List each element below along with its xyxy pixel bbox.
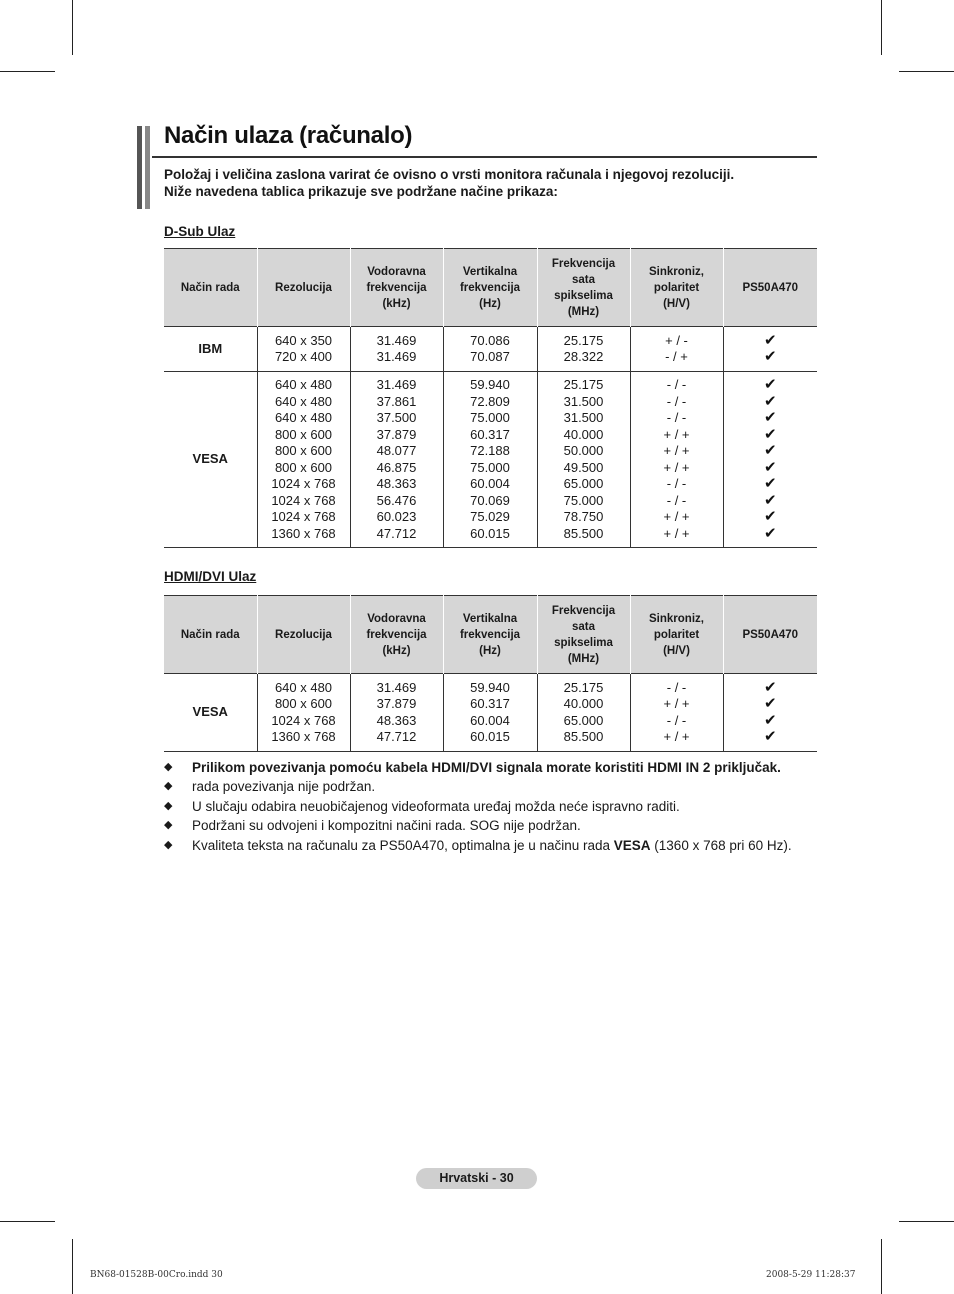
header-line: frekvencija xyxy=(459,281,521,294)
v-freq-value: 60.015 xyxy=(470,729,510,744)
check-icon: ✔ xyxy=(763,331,777,349)
resolution-value: 640 x 480 xyxy=(274,679,333,695)
notes-list xyxy=(164,758,824,855)
h-freq-value: 31.469 xyxy=(376,377,417,392)
crop-mark xyxy=(72,1239,73,1294)
check-icon: ✔ xyxy=(763,524,777,542)
h-freq-value: 46.875 xyxy=(376,459,417,475)
check-icon: ✔ xyxy=(763,678,777,696)
h-freq-value: 37.500 xyxy=(376,410,417,425)
dsub-mode-table xyxy=(164,248,817,548)
polarity-value: + / + xyxy=(663,459,690,475)
note-item xyxy=(164,758,824,777)
note-item xyxy=(164,797,824,816)
h-freq-value: 31.469 xyxy=(376,349,417,364)
resolution-value: 640 x 480 xyxy=(274,377,333,392)
polarity-value: - / - xyxy=(666,712,687,728)
h-freq-value: 48.077 xyxy=(376,443,417,458)
polarity-cell xyxy=(630,674,723,752)
polarity-value: - / - xyxy=(666,377,687,392)
polarity-cell xyxy=(630,372,723,548)
header-h-freq xyxy=(350,249,443,327)
diamond-bullet-icon: ◆ xyxy=(164,838,173,851)
header-line: Frekvencija xyxy=(551,257,616,270)
v-freq-value: 75.000 xyxy=(470,410,510,425)
pixel-clock-value: 25.175 xyxy=(563,332,604,348)
note-emphasis: VESA xyxy=(613,837,651,853)
h-freq-value: 37.879 xyxy=(376,426,417,442)
table-header-row xyxy=(164,249,817,327)
intro-line: Položaj i veličina zaslona varirat će ovisno o vrsti monitora računala i njegovoj rezoluciji. xyxy=(164,167,735,182)
slug-file: BN68-01528B-00Cro.indd 30 xyxy=(90,1270,223,1280)
check-icon: ✔ xyxy=(763,458,777,476)
title-decoration xyxy=(137,126,153,209)
polarity-value: + / + xyxy=(663,426,690,442)
table-row xyxy=(164,372,817,548)
h-freq-value: 60.023 xyxy=(376,509,417,524)
polarity-value: - / - xyxy=(666,492,687,508)
resolution-value: 640 x 480 xyxy=(274,393,333,409)
intro-line: Niže navedena tablica prikazuje sve podržane načine prikaza: xyxy=(164,184,558,199)
header-line: Sinkroniz, xyxy=(649,612,704,625)
header-line: Vodoravna xyxy=(367,265,426,278)
v-freq-value: 75.029 xyxy=(470,509,510,524)
polarity-value: + / + xyxy=(663,696,690,711)
polarity-value: + / + xyxy=(663,509,690,524)
check-icon: ✔ xyxy=(763,475,777,492)
pixel-clock-value: 28.322 xyxy=(563,349,604,364)
h-freq-cell xyxy=(350,372,443,548)
mode-cell: IBM xyxy=(198,340,223,356)
pixel-clock-value: 49.500 xyxy=(563,459,604,475)
resolution-value: 800 x 600 xyxy=(274,443,333,458)
v-freq-value: 75.000 xyxy=(470,459,510,475)
diamond-bullet-icon: ◆ xyxy=(164,799,173,812)
check-icon: ✔ xyxy=(763,442,777,459)
resolution-value: 1024 x 768 xyxy=(271,509,336,524)
header-polarity xyxy=(630,249,723,327)
h-freq-cell xyxy=(350,327,443,372)
v-freq-cell xyxy=(443,674,537,752)
note-emphasis: Prilikom povezivanja pomoću kabela HDMI/DVI signala morate koristiti HDMI IN 2 priključak. xyxy=(192,760,781,775)
h-freq-value: 47.712 xyxy=(376,729,417,744)
header-line: frekvencija xyxy=(459,628,521,641)
polarity-value: + / + xyxy=(663,525,690,541)
polarity-value: - / + xyxy=(665,349,688,364)
pixel-clock-cell xyxy=(537,372,630,548)
header-line: Vertikalna xyxy=(462,612,518,625)
h-freq-value: 48.363 xyxy=(376,712,417,728)
header-line: (MHz) xyxy=(567,652,600,665)
pixel-clock-value: 65.000 xyxy=(563,476,604,491)
title-rule xyxy=(152,156,817,158)
resolution-value: 1024 x 768 xyxy=(271,492,336,508)
polarity-value: - / - xyxy=(666,679,687,695)
header-line: Sinkroniz, xyxy=(649,265,704,278)
h-freq-value: 37.879 xyxy=(376,696,417,711)
diamond-bullet-icon: ◆ xyxy=(164,819,173,832)
header-line: frekvencija xyxy=(366,281,427,294)
resolution-cell xyxy=(257,372,350,548)
v-freq-value: 72.188 xyxy=(470,443,510,458)
crop-mark xyxy=(899,71,954,72)
header-line: sata xyxy=(571,273,596,286)
header-line: (kHz) xyxy=(382,644,411,657)
v-freq-cell xyxy=(443,327,537,372)
mode-cell: VESA xyxy=(192,704,228,720)
header-line: Način rada xyxy=(180,628,240,641)
v-freq-value: 60.004 xyxy=(470,712,510,728)
header-line: polaritet xyxy=(653,628,700,641)
resolution-value: 640 x 350 xyxy=(274,332,333,348)
h-freq-value: 56.476 xyxy=(376,492,417,508)
header-line: Vodoravna xyxy=(367,612,426,625)
header-line: sata xyxy=(571,620,596,633)
check-icon: ✔ xyxy=(763,392,777,410)
header-line: (Hz) xyxy=(479,297,501,310)
pixel-clock-value: 25.175 xyxy=(563,377,604,392)
support-cell xyxy=(723,372,817,548)
header-h-freq xyxy=(350,596,443,674)
polarity-value: + / + xyxy=(663,443,690,458)
pixel-clock-value: 40.000 xyxy=(563,696,604,711)
header-line: spikselima xyxy=(554,636,613,649)
v-freq-value: 70.069 xyxy=(470,492,510,508)
page-title: Način ulaza (računalo) xyxy=(164,122,413,149)
header-pixel-clock xyxy=(537,249,630,327)
check-icon: ✔ xyxy=(763,695,777,712)
header-line: Rezolucija xyxy=(275,628,332,641)
note-text xyxy=(192,797,680,816)
check-icon: ✔ xyxy=(763,508,777,525)
note-text xyxy=(192,777,375,796)
intro-text xyxy=(164,166,814,200)
resolution-value: 800 x 600 xyxy=(274,459,333,475)
header-line: Način rada xyxy=(180,281,240,294)
note-segment: U slučaju odabira neuobičajenog videoformata uređaj možda neće ispravno raditi. xyxy=(192,798,680,814)
polarity-value: + / - xyxy=(665,332,688,348)
table-row xyxy=(164,327,817,372)
v-freq-value: 70.087 xyxy=(470,349,510,364)
diamond-bullet-icon: ◆ xyxy=(164,780,173,793)
h-freq-value: 37.861 xyxy=(376,393,417,409)
header-resolution xyxy=(257,249,350,327)
resolution-value: 720 x 400 xyxy=(274,349,333,364)
resolution-value: 1024 x 768 xyxy=(271,712,336,728)
pixel-clock-cell xyxy=(537,327,630,372)
slug-date: 2008-5-29 11:28:37 xyxy=(766,1270,856,1280)
pixel-clock-value: 31.500 xyxy=(563,393,604,409)
v-freq-value: 60.004 xyxy=(470,476,510,491)
note-segment: Podržani su odvojeni i kompozitni načini rada. SOG nije podržan. xyxy=(192,818,581,834)
polarity-value: + / + xyxy=(663,729,690,744)
v-freq-value: 70.086 xyxy=(470,332,510,348)
header-line: (kHz) xyxy=(382,297,411,310)
note-text xyxy=(192,816,581,835)
table-header-row xyxy=(164,596,817,674)
header-line: (MHz) xyxy=(567,305,600,318)
crop-mark xyxy=(72,0,73,55)
resolution-value: 800 x 600 xyxy=(274,696,333,711)
note-item xyxy=(164,816,824,835)
crop-mark xyxy=(0,71,55,72)
pixel-clock-value: 78.750 xyxy=(563,509,604,524)
v-freq-value: 60.317 xyxy=(470,426,510,442)
support-cell xyxy=(723,674,817,752)
note-text xyxy=(192,836,792,855)
pixel-clock-value: 85.500 xyxy=(563,525,604,541)
pixel-clock-value: 31.500 xyxy=(563,410,604,425)
resolution-value: 640 x 480 xyxy=(274,410,333,425)
support-cell xyxy=(723,327,817,372)
header-mode xyxy=(164,249,257,327)
resolution-cell xyxy=(257,327,350,372)
header-mode xyxy=(164,596,257,674)
header-line: PS50A470 xyxy=(742,628,799,641)
crop-mark xyxy=(899,1221,954,1222)
pixel-clock-value: 85.500 xyxy=(563,729,604,744)
polarity-value: - / - xyxy=(666,410,687,425)
v-freq-value: 72.809 xyxy=(470,393,510,409)
header-line: PS50A470 xyxy=(742,281,799,294)
note-text xyxy=(192,758,781,777)
header-line: polaritet xyxy=(653,281,700,294)
header-v-freq xyxy=(443,596,537,674)
h-freq-value: 31.469 xyxy=(376,679,417,695)
note-item xyxy=(164,836,824,855)
resolution-cell xyxy=(257,674,350,752)
diamond-bullet-icon: ◆ xyxy=(164,761,173,773)
check-icon: ✔ xyxy=(763,348,777,365)
header-pixel-clock xyxy=(537,596,630,674)
note-segment: Kvaliteta teksta na računalu za PS50A470, optimalna je u načinu rada xyxy=(192,837,614,853)
note-segment: (1360 x 768 pri 60 Hz). xyxy=(650,837,792,853)
resolution-value: 800 x 600 xyxy=(274,426,333,442)
check-icon: ✔ xyxy=(763,728,777,745)
header-polarity xyxy=(630,596,723,674)
hdmi-section-title: HDMI/DVI Ulaz xyxy=(164,569,257,584)
header-v-freq xyxy=(443,249,537,327)
pixel-clock-value: 25.175 xyxy=(563,679,604,695)
h-freq-cell xyxy=(350,674,443,752)
pixel-clock-value: 40.000 xyxy=(563,426,604,442)
header-line: Vertikalna xyxy=(462,265,518,278)
check-icon: ✔ xyxy=(763,376,777,393)
v-freq-value: 60.015 xyxy=(470,525,510,541)
polarity-cell xyxy=(630,327,723,372)
pixel-clock-cell xyxy=(537,674,630,752)
pixel-clock-value: 65.000 xyxy=(563,712,604,728)
header-model xyxy=(723,596,817,674)
v-freq-value: 59.940 xyxy=(470,679,510,695)
hdmi-mode-table xyxy=(164,595,817,752)
crop-mark xyxy=(881,1239,882,1294)
header-line: (H/V) xyxy=(663,297,690,310)
header-line: (H/V) xyxy=(663,644,690,657)
header-line: frekvencija xyxy=(366,628,427,641)
header-model xyxy=(723,249,817,327)
h-freq-value: 31.469 xyxy=(376,332,417,348)
header-resolution xyxy=(257,596,350,674)
v-freq-cell xyxy=(443,372,537,548)
header-line: spikselima xyxy=(554,289,613,302)
page-number-badge: Hrvatski - 30 xyxy=(416,1168,537,1189)
table-row xyxy=(164,674,817,752)
v-freq-value: 59.940 xyxy=(470,377,510,392)
note-item xyxy=(164,777,824,796)
polarity-value: - / - xyxy=(666,393,687,409)
check-icon: ✔ xyxy=(763,409,777,426)
v-freq-value: 60.317 xyxy=(470,696,510,711)
check-icon: ✔ xyxy=(763,425,777,443)
resolution-value: 1024 x 768 xyxy=(271,476,336,491)
dsub-section-title: D-Sub Ulaz xyxy=(164,224,236,239)
resolution-value: 1360 x 768 xyxy=(271,729,336,744)
header-line: Frekvencija xyxy=(551,604,616,617)
mode-cell: VESA xyxy=(192,451,228,467)
check-icon: ✔ xyxy=(763,491,777,509)
header-line: Rezolucija xyxy=(275,281,332,294)
polarity-value: - / - xyxy=(666,476,687,491)
check-icon: ✔ xyxy=(763,711,777,729)
pixel-clock-value: 75.000 xyxy=(563,492,604,508)
h-freq-value: 48.363 xyxy=(376,476,417,491)
resolution-value: 1360 x 768 xyxy=(271,525,336,541)
crop-mark xyxy=(0,1221,55,1222)
h-freq-value: 47.712 xyxy=(376,525,417,541)
note-segment: rada povezivanja nije podržan. xyxy=(192,779,376,795)
crop-mark xyxy=(881,0,882,55)
pixel-clock-value: 50.000 xyxy=(563,443,604,458)
header-line: (Hz) xyxy=(479,644,501,657)
